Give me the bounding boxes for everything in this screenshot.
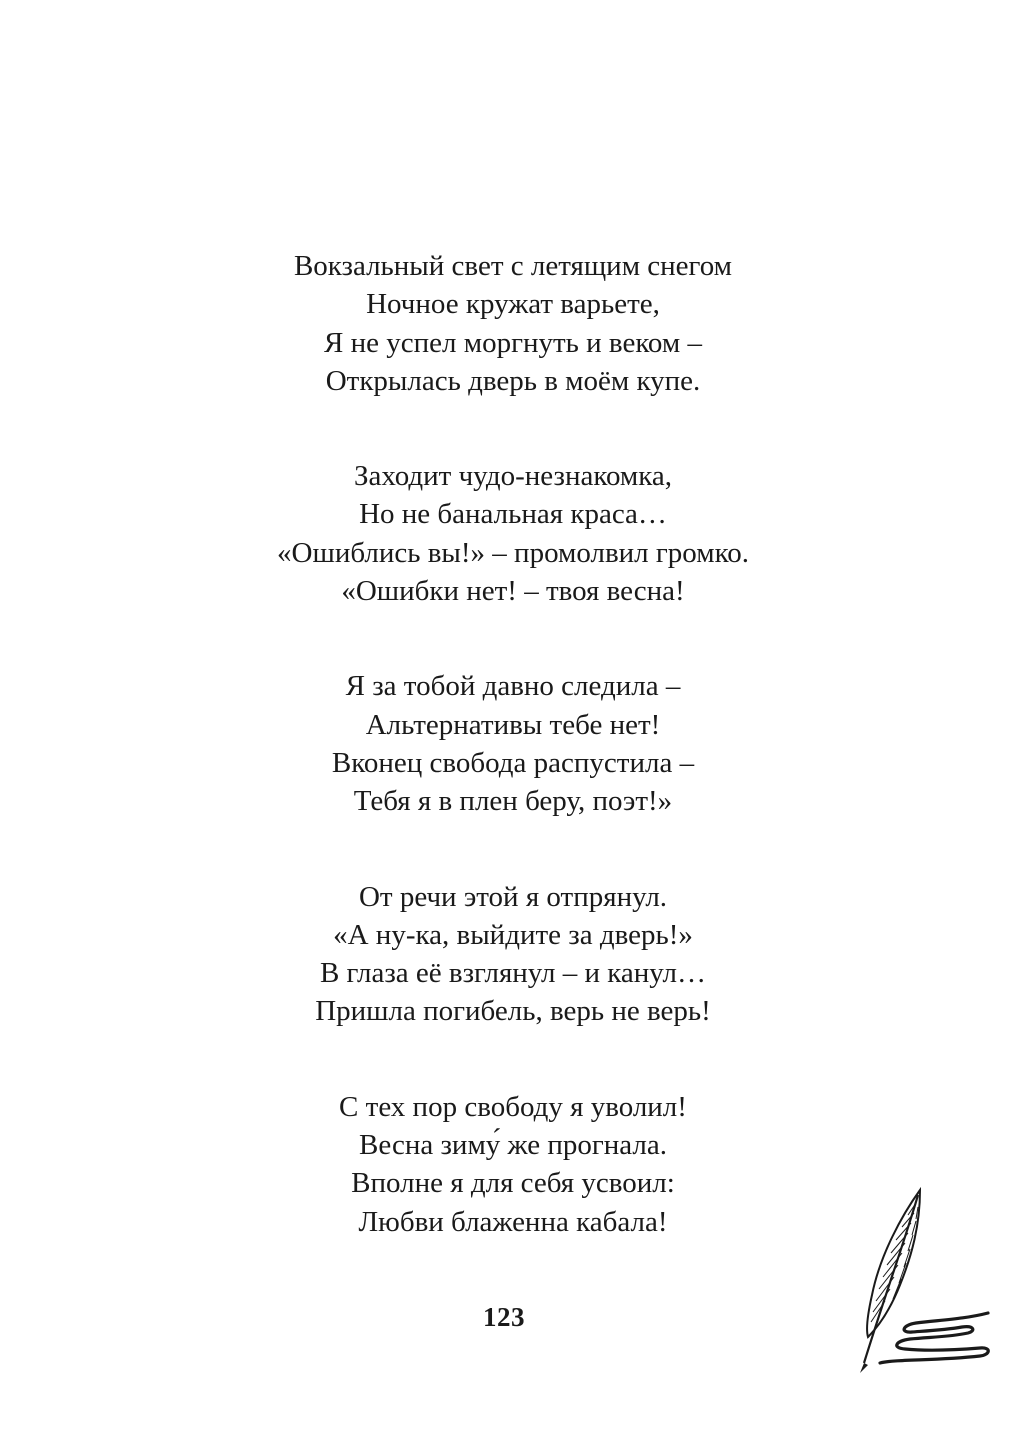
poem-line: Но не банальная краса… <box>359 498 667 531</box>
poem-line: «Ошибки нет! – твоя весна! <box>341 575 685 608</box>
poem <box>0 247 1026 1298</box>
poem-line: Открылась дверь в моём купе. <box>325 364 701 397</box>
poem-line: «А ну-ка, выйдите за дверь!» <box>333 918 693 951</box>
stanza-4 <box>0 878 1026 1031</box>
quill-pen-icon <box>850 1185 1000 1380</box>
poem-line: Вполне я для себя усвоил: <box>351 1167 675 1200</box>
poem-line: Тебя я в плен беру, поэт!» <box>353 785 673 818</box>
poem-line: «Ошиблись вы!» – промолвил громко. <box>277 536 749 569</box>
stanza-1 <box>0 247 1026 400</box>
poem-line: В глаза её взглянул – и канул… <box>319 957 707 990</box>
stanza-2 <box>0 457 1026 610</box>
page-number: 123 <box>483 1302 525 1332</box>
stanza-3 <box>0 667 1026 820</box>
poem-line: Вконец свобода распустила – <box>331 746 695 779</box>
poem-line: С тех пор свободу я уволил! <box>339 1090 687 1123</box>
poem-line: Я за тобой давно следила – <box>345 670 681 703</box>
poem-line: Ночное кружат варьете, <box>366 288 660 321</box>
poem-line: Весна зиму́ же прогнала. <box>359 1129 667 1162</box>
poem-line: Я не успел моргнуть и веком – <box>324 326 702 359</box>
poem-line: Любви блаженна кабала! <box>358 1205 668 1238</box>
poem-line: Пришла погибель, верь не верь! <box>315 995 711 1028</box>
poem-line: Вокзальный свет с летящим снегом <box>293 250 733 282</box>
poem-line: Альтернативы тебе нет! <box>365 708 661 741</box>
poem-line: Заходит чудо-незнакомка, <box>353 460 673 493</box>
poem-line: От речи этой я отпрянул. <box>358 880 668 913</box>
